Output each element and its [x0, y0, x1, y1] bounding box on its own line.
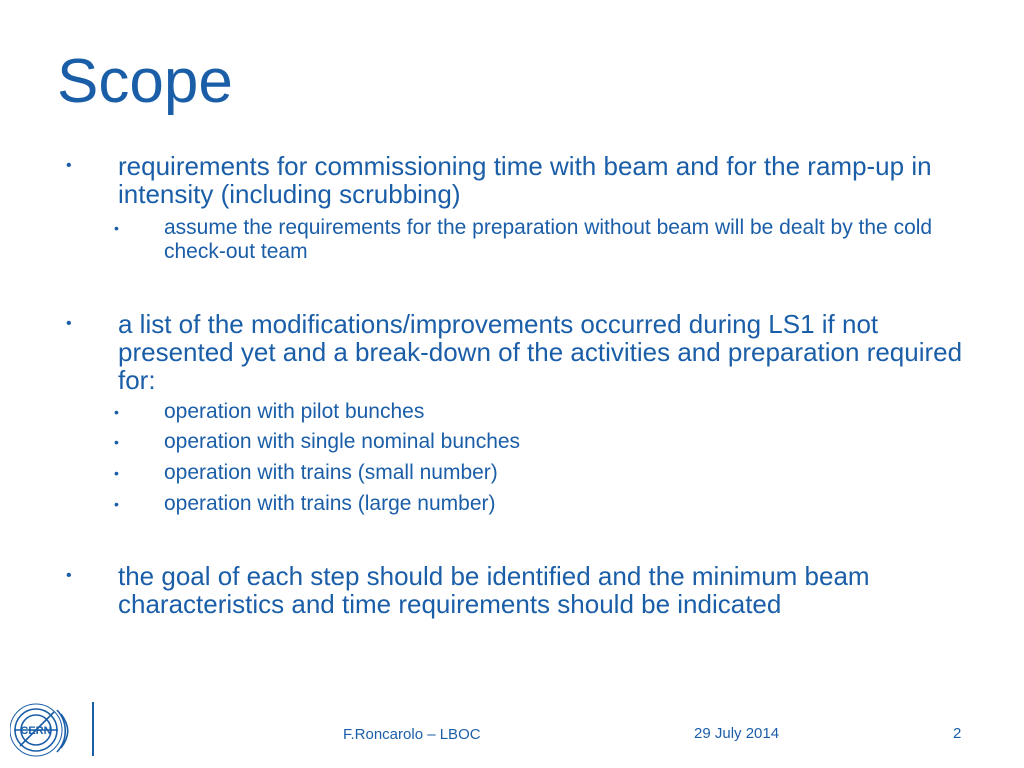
- cern-logo: [10, 700, 78, 760]
- sub-bullet-text: operation with trains (small number): [164, 461, 498, 484]
- footer-author: F.Roncarolo – LBOC: [343, 726, 481, 743]
- slide-title: Scope: [57, 47, 233, 116]
- sub-bullet-item: [114, 461, 964, 485]
- bullet-text: requirements for commissioning time with beam and for the ramp-up in intensity (including scrubbing): [118, 151, 932, 209]
- sub-bullet-text: operation with single nominal bunches: [164, 430, 521, 453]
- sub-bullet-dot: •: [114, 404, 119, 420]
- bullet-text: a list of the modifications/improvements occurred during LS1 if not presented yet and a break-down of the activities and preparation required for:: [118, 309, 963, 395]
- bullet-item: [66, 561, 988, 619]
- bullet-item: [66, 151, 988, 209]
- sub-bullet-text: operation with pilot bunches: [164, 400, 425, 423]
- bullet-dot: •: [66, 315, 72, 332]
- sub-bullet-dot: •: [114, 220, 119, 236]
- sub-bullet-item: [114, 492, 964, 516]
- sub-bullet-dot: •: [114, 434, 119, 450]
- sub-bullet-dot: •: [114, 465, 119, 481]
- sub-bullet-item: [114, 216, 964, 264]
- bullet-item: [66, 309, 988, 395]
- footer-divider: [92, 702, 94, 756]
- sub-bullet-text: assume the requirements for the preparation without beam will be dealt by the cold check-out team: [164, 216, 933, 263]
- cern-logo-text: CERN: [20, 725, 52, 737]
- bullet-dot: •: [66, 157, 72, 174]
- sub-bullet-text: operation with trains (large number): [164, 492, 496, 515]
- sub-bullet-item: [114, 430, 964, 454]
- bullet-text: the goal of each step should be identified and the minimum beam characteristics and time requirements should be indicated: [118, 561, 870, 619]
- bullet-dot: •: [66, 567, 72, 584]
- footer-date: 29 July 2014: [694, 725, 780, 742]
- sub-bullet-dot: •: [114, 496, 119, 512]
- footer-page-number: 2: [953, 725, 962, 742]
- sub-bullet-item: [114, 400, 964, 424]
